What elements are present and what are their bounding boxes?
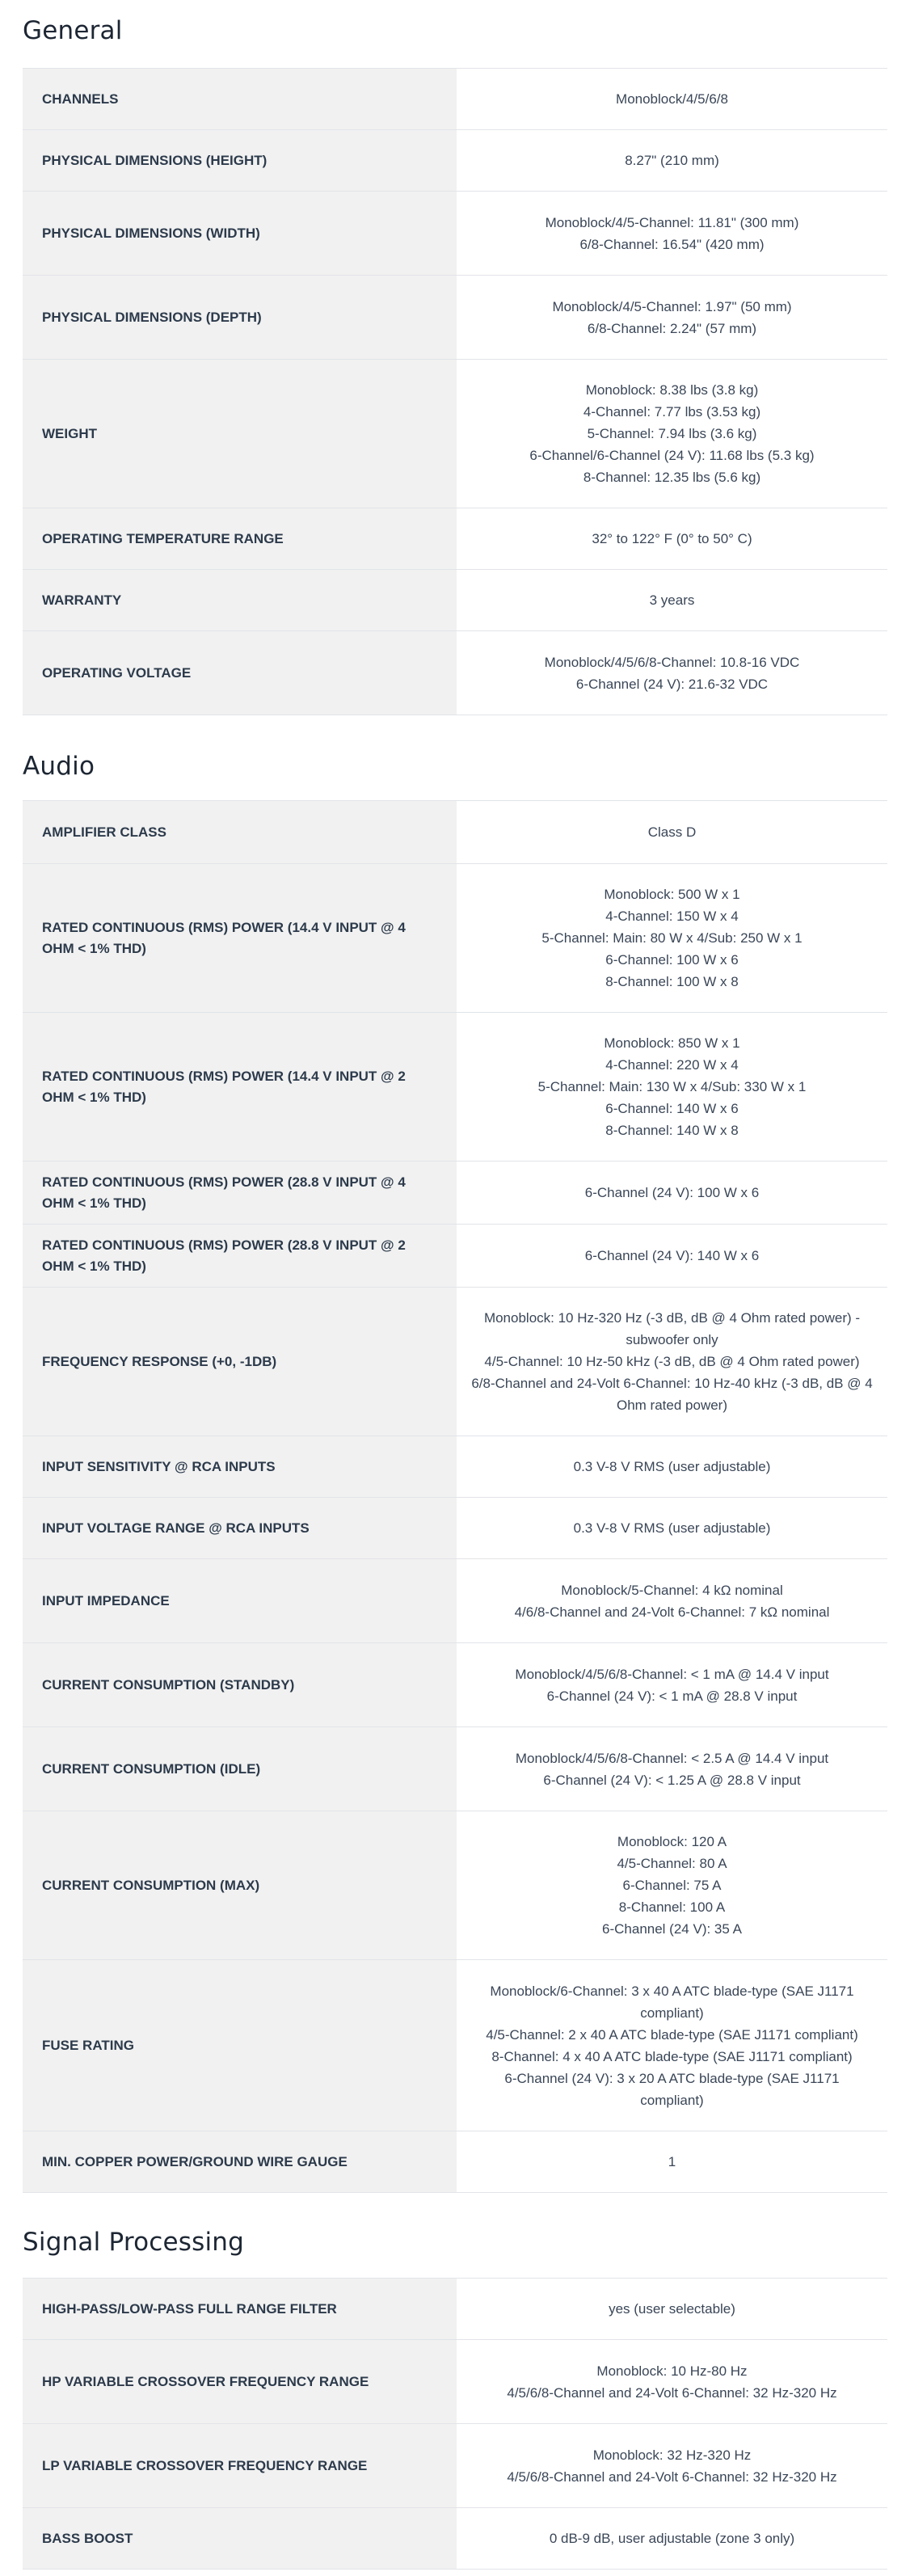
spec-row bbox=[23, 2340, 887, 2424]
spec-value-line: Monoblock: 8.38 lbs (3.8 kg) bbox=[585, 382, 759, 398]
spec-row bbox=[23, 1288, 887, 1436]
spec-value-line: 6/8-Channel: 16.54" (420 mm) bbox=[579, 236, 765, 252]
spec-row bbox=[23, 2279, 887, 2340]
spec-row bbox=[23, 631, 887, 715]
spec-value bbox=[457, 1013, 887, 1162]
spec-value-line: 6-Channel (24 V): 140 W x 6 bbox=[584, 1248, 760, 1263]
spec-value-line: 6-Channel (24 V): < 1 mA @ 28.8 V input bbox=[546, 1688, 798, 1704]
spec-value-line: 0.3 V-8 V RMS (user adjustable) bbox=[573, 1520, 771, 1536]
spec-value bbox=[457, 1288, 887, 1436]
spec-label: CURRENT CONSUMPTION (IDLE) bbox=[23, 1727, 457, 1811]
spec-value-line: 8-Channel: 140 W x 8 bbox=[605, 1123, 739, 1138]
spec-row bbox=[23, 1559, 887, 1643]
spec-label: INPUT VOLTAGE RANGE @ RCA INPUTS bbox=[23, 1498, 457, 1559]
spec-label: CURRENT CONSUMPTION (STANDBY) bbox=[23, 1643, 457, 1727]
spec-table-signal-processing bbox=[23, 2278, 887, 2570]
spec-label: HIGH-PASS/LOW-PASS FULL RANGE FILTER bbox=[23, 2279, 457, 2340]
spec-label: WEIGHT bbox=[23, 360, 457, 508]
spec-row bbox=[23, 2424, 887, 2508]
spec-label: RATED CONTINUOUS (RMS) POWER (28.8 V INPUT @ 2 OHM < 1% THD) bbox=[23, 1225, 457, 1288]
spec-label: AMPLIFIER CLASS bbox=[23, 801, 457, 864]
spec-row bbox=[23, 1498, 887, 1559]
spec-label: RATED CONTINUOUS (RMS) POWER (28.8 V INPUT @ 4 OHM < 1% THD) bbox=[23, 1162, 457, 1225]
spec-value-line: 6-Channel (24 V): 35 A bbox=[602, 1921, 742, 1937]
spec-row bbox=[23, 2508, 887, 2570]
spec-value-line: 6-Channel: 140 W x 6 bbox=[605, 1101, 739, 1116]
spec-label: PHYSICAL DIMENSIONS (HEIGHT) bbox=[23, 130, 457, 192]
spec-value-line: 6/8-Channel: 2.24" (57 mm) bbox=[587, 320, 757, 336]
spec-value bbox=[457, 192, 887, 276]
spec-row bbox=[23, 69, 887, 130]
spec-value bbox=[457, 1960, 887, 2131]
spec-value bbox=[457, 2424, 887, 2508]
spec-value-line: 6-Channel (24 V): 21.6-32 VDC bbox=[575, 676, 769, 692]
spec-value-line: 4-Channel: 220 W x 4 bbox=[605, 1057, 739, 1073]
spec-table-general bbox=[23, 68, 887, 715]
spec-value-line: Monoblock/4/5-Channel: 1.97" (50 mm) bbox=[552, 298, 792, 314]
spec-label: PHYSICAL DIMENSIONS (DEPTH) bbox=[23, 276, 457, 360]
spec-value-line: Monoblock: 10 Hz-80 Hz bbox=[596, 2363, 748, 2379]
spec-label: INPUT SENSITIVITY @ RCA INPUTS bbox=[23, 1436, 457, 1498]
spec-value-line: Monoblock/4/5-Channel: 11.81" (300 mm) bbox=[545, 214, 799, 230]
spec-value-line: Monoblock/6-Channel: 3 x 40 A ATC blade-type (SAE J1171 compliant) bbox=[490, 1983, 854, 2021]
section-title-signal-processing: Signal Processing bbox=[23, 2228, 245, 2257]
spec-value bbox=[457, 508, 887, 570]
spec-value-line: 5-Channel: Main: 80 W x 4/Sub: 250 W x 1 bbox=[541, 930, 803, 946]
spec-value-line: 8.27" (210 mm) bbox=[625, 153, 719, 168]
spec-value-line: Monoblock: 32 Hz-320 Hz bbox=[592, 2447, 752, 2463]
spec-value-line: 4/5/6/8-Channel and 24-Volt 6-Channel: 32 Hz-320 Hz bbox=[507, 2384, 837, 2401]
spec-label: PHYSICAL DIMENSIONS (WIDTH) bbox=[23, 192, 457, 276]
spec-value-line: 4/5-Channel: 10 Hz-50 kHz (-3 dB, dB @ 4 Ohm rated power) bbox=[484, 1354, 860, 1369]
spec-value bbox=[457, 69, 887, 130]
spec-value-line: 8-Channel: 100 W x 8 bbox=[605, 974, 739, 989]
spec-value-line: 4/5-Channel: 80 A bbox=[617, 1856, 727, 1871]
spec-value bbox=[457, 130, 887, 192]
spec-label: BASS BOOST bbox=[23, 2508, 457, 2570]
spec-value bbox=[457, 1727, 887, 1811]
spec-value-line: Class D bbox=[647, 824, 697, 840]
spec-value-line: 6-Channel: 100 W x 6 bbox=[605, 952, 739, 968]
spec-value-line: 8-Channel: 12.35 lbs (5.6 kg) bbox=[583, 470, 761, 485]
spec-value bbox=[457, 1498, 887, 1559]
spec-value-line: 32° to 122° F (0° to 50° C) bbox=[592, 531, 752, 546]
spec-value-line: 0 dB-9 dB, user adjustable (zone 3 only) bbox=[549, 2531, 795, 2546]
spec-value-line: 6-Channel/6-Channel (24 V): 11.68 lbs (5.3 kg) bbox=[529, 448, 815, 463]
spec-value-line: 6/8-Channel and 24-Volt 6-Channel: 10 Hz-40 kHz (-3 dB, dB @ 4 Ohm rated power) bbox=[471, 1376, 873, 1413]
section-title-general: General bbox=[23, 16, 123, 45]
spec-value-line: 6-Channel (24 V): 100 W x 6 bbox=[584, 1185, 760, 1200]
spec-value-line: 5-Channel: 7.94 lbs (3.6 kg) bbox=[587, 426, 757, 441]
spec-value-line: Monoblock/4/5/6/8-Channel: < 1 mA @ 14.4 V input bbox=[515, 1666, 829, 1682]
spec-value bbox=[457, 2131, 887, 2193]
spec-row bbox=[23, 508, 887, 570]
spec-value bbox=[457, 276, 887, 360]
spec-value-line: Monoblock/4/5/6/8 bbox=[616, 91, 728, 107]
spec-value bbox=[457, 1436, 887, 1498]
spec-row bbox=[23, 360, 887, 508]
spec-label: MIN. COPPER POWER/GROUND WIRE GAUGE bbox=[23, 2131, 457, 2193]
spec-row bbox=[23, 2131, 887, 2193]
spec-value-line: Monoblock: 500 W x 1 bbox=[604, 887, 740, 902]
spec-value bbox=[457, 631, 887, 715]
spec-label: RATED CONTINUOUS (RMS) POWER (14.4 V INPUT @ 2 OHM < 1% THD) bbox=[23, 1013, 457, 1162]
spec-value-line: yes (user selectable) bbox=[609, 2301, 735, 2317]
spec-value bbox=[457, 864, 887, 1013]
spec-value-line: 6-Channel (24 V): 3 x 20 A ATC blade-type (SAE J1171 compliant) bbox=[504, 2070, 840, 2108]
spec-label: CHANNELS bbox=[23, 69, 457, 130]
spec-value-line: Monoblock: 10 Hz-320 Hz (-3 dB, dB @ 4 Ohm rated power) - subwoofer only bbox=[483, 1310, 861, 1347]
spec-value-line: 3 years bbox=[649, 592, 695, 608]
spec-value-line: 1 bbox=[668, 2154, 676, 2169]
spec-value bbox=[457, 360, 887, 508]
spec-value-line: 4/5/6/8-Channel and 24-Volt 6-Channel: 32 Hz-320 Hz bbox=[507, 2468, 837, 2485]
spec-value bbox=[457, 1162, 887, 1225]
spec-value bbox=[457, 1643, 887, 1727]
spec-label: RATED CONTINUOUS (RMS) POWER (14.4 V INPUT @ 4 OHM < 1% THD) bbox=[23, 864, 457, 1013]
spec-row bbox=[23, 1643, 887, 1727]
spec-value bbox=[457, 2340, 887, 2424]
spec-row bbox=[23, 130, 887, 192]
spec-value-line: Monoblock: 120 A bbox=[617, 1834, 727, 1849]
spec-value-line: 4-Channel: 7.77 lbs (3.53 kg) bbox=[583, 404, 761, 419]
spec-value bbox=[457, 2279, 887, 2340]
spec-value-line: 4-Channel: 150 W x 4 bbox=[605, 909, 739, 924]
spec-label: FUSE RATING bbox=[23, 1960, 457, 2131]
spec-value bbox=[457, 1225, 887, 1288]
spec-row bbox=[23, 1727, 887, 1811]
spec-value-line: 6-Channel (24 V): < 1.25 A @ 28.8 V input bbox=[543, 1772, 801, 1788]
spec-label: FREQUENCY RESPONSE (+0, -1DB) bbox=[23, 1288, 457, 1436]
spec-value bbox=[457, 1811, 887, 1960]
spec-value-line: 8-Channel: 4 x 40 A ATC blade-type (SAE J1171 compliant) bbox=[491, 2048, 853, 2064]
spec-label: OPERATING VOLTAGE bbox=[23, 631, 457, 715]
spec-row bbox=[23, 1436, 887, 1498]
spec-row bbox=[23, 192, 887, 276]
spec-label: OPERATING TEMPERATURE RANGE bbox=[23, 508, 457, 570]
spec-value bbox=[457, 1559, 887, 1643]
spec-value-line: Monoblock/5-Channel: 4 kΩ nominal bbox=[561, 1582, 783, 1598]
spec-table-audio bbox=[23, 800, 887, 2193]
spec-value bbox=[457, 2508, 887, 2570]
spec-value-line: 8-Channel: 100 A bbox=[618, 1899, 726, 1915]
spec-row bbox=[23, 1811, 887, 1960]
spec-value-line: 4/5-Channel: 2 x 40 A ATC blade-type (SAE J1171 compliant) bbox=[486, 2026, 858, 2043]
spec-value bbox=[457, 801, 887, 864]
spec-label: LP VARIABLE CROSSOVER FREQUENCY RANGE bbox=[23, 2424, 457, 2508]
spec-value-line: 6-Channel: 75 A bbox=[622, 1878, 722, 1893]
spec-row bbox=[23, 1225, 887, 1288]
spec-row bbox=[23, 276, 887, 360]
spec-label: INPUT IMPEDANCE bbox=[23, 1559, 457, 1643]
spec-value-line: Monoblock: 850 W x 1 bbox=[604, 1035, 740, 1051]
spec-row bbox=[23, 570, 887, 631]
spec-value-line: 0.3 V-8 V RMS (user adjustable) bbox=[573, 1459, 771, 1474]
spec-value-line: 4/6/8-Channel and 24-Volt 6-Channel: 7 kΩ nominal bbox=[514, 1604, 830, 1620]
section-title-audio: Audio bbox=[23, 752, 95, 781]
spec-value bbox=[457, 570, 887, 631]
spec-label: HP VARIABLE CROSSOVER FREQUENCY RANGE bbox=[23, 2340, 457, 2424]
spec-row bbox=[23, 864, 887, 1013]
spec-row bbox=[23, 1960, 887, 2131]
spec-value-line: Monoblock/4/5/6/8-Channel: 10.8-16 VDC bbox=[544, 654, 800, 670]
spec-label: CURRENT CONSUMPTION (MAX) bbox=[23, 1811, 457, 1960]
spec-row bbox=[23, 1013, 887, 1162]
spec-label: WARRANTY bbox=[23, 570, 457, 631]
spec-value-line: Monoblock/4/5/6/8-Channel: < 2.5 A @ 14.4 V input bbox=[515, 1750, 829, 1766]
spec-row bbox=[23, 1162, 887, 1225]
spec-value-line: 5-Channel: Main: 130 W x 4/Sub: 330 W x 1 bbox=[537, 1079, 807, 1094]
spec-row bbox=[23, 801, 887, 864]
